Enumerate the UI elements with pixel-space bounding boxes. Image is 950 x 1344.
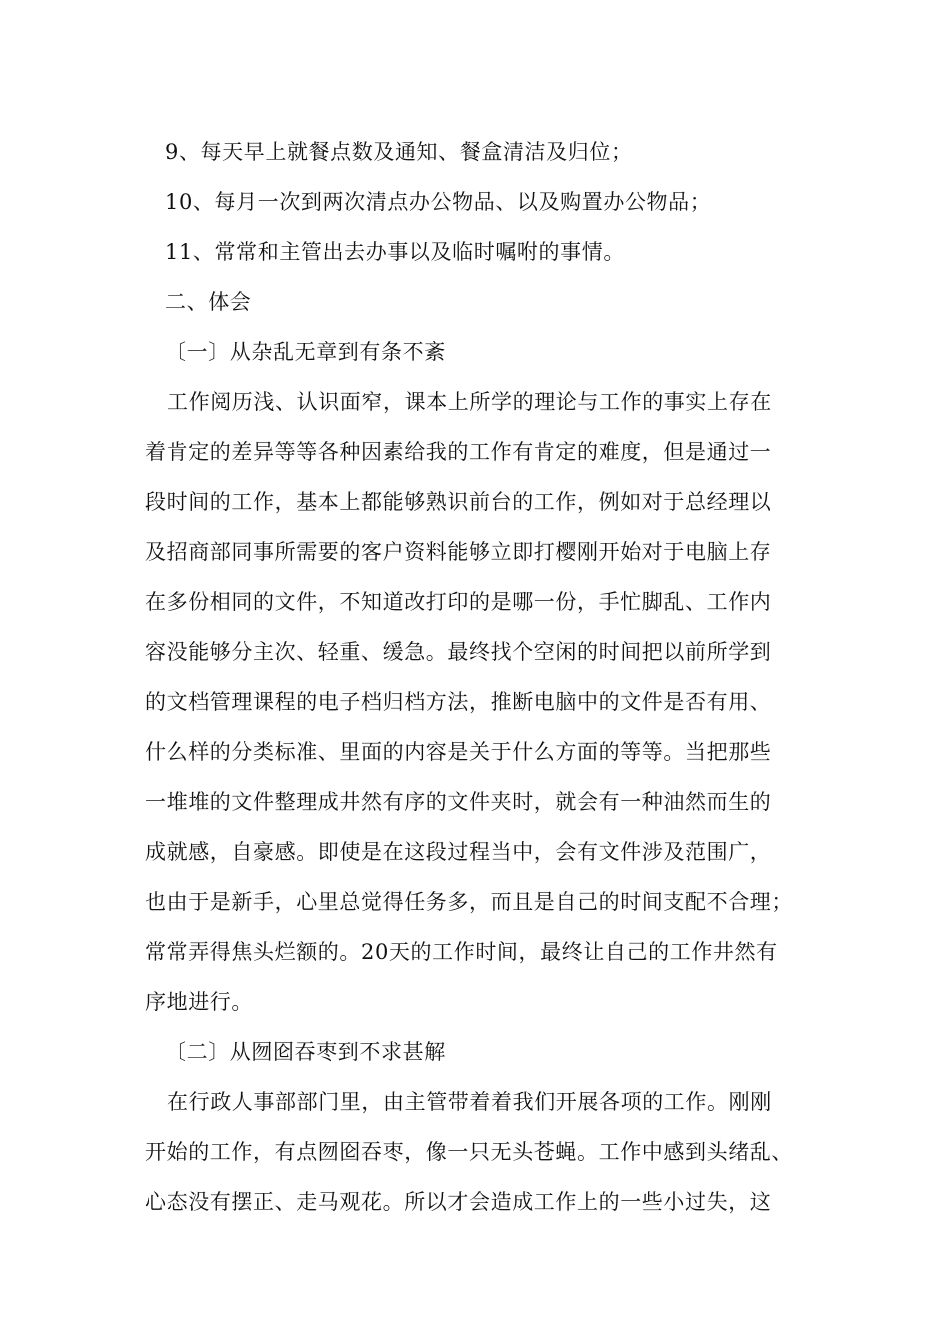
paragraph-1-line: 也由于是新手，心里总觉得任务多，而且是自己的时间支配不合理； bbox=[145, 890, 793, 914]
paragraph-1-line: 着肯定的差异等等各种因素给我的工作有肯定的难度，但是通过一 bbox=[145, 440, 772, 464]
paragraph-1-line: 在多份相同的文件，不知道改打印的是哪一份，手忙脚乱、工作内 bbox=[145, 590, 772, 614]
paragraph-1-line: 什么样的分类标准、里面的内容是关于什么方面的等等。当把那些 bbox=[145, 740, 772, 764]
paragraph-1-line: 段时间的工作，基本上都能够熟识前台的工作，例如对于总经理以 bbox=[145, 490, 772, 514]
subsection-2-title: 〔二〕从囫囵吞枣到不求甚解 bbox=[165, 1040, 446, 1064]
paragraph-1-line: 常常弄得焦头烂额的。20天的工作时间，最终让自己的工作井然有 bbox=[145, 940, 778, 964]
paragraph-1-line: 成就感，自豪感。即使是在这段过程当中，会有文件涉及范围广， bbox=[145, 840, 772, 864]
paragraph-2-line: 心态没有摆正、走马观花。所以才会造成工作上的一些小过失，这 bbox=[145, 1190, 772, 1214]
paragraph-1-line: 工作阅历浅、认识面窄，课本上所学的理论与工作的事实上存在 bbox=[167, 390, 772, 414]
list-item-10: 10、每月一次到两次清点办公物品、以及购置办公物品； bbox=[165, 190, 712, 214]
paragraph-1-line: 序地进行。 bbox=[145, 990, 253, 1014]
paragraph-2-line: 开始的工作，有点囫囵吞枣，像一只无头苍蝇。工作中感到头绪乱、 bbox=[145, 1140, 793, 1164]
list-item-9: 9、每天早上就餐点数及通知、餐盒清洁及归位； bbox=[165, 140, 633, 164]
subsection-1-title: 〔一〕从杂乱无章到有条不紊 bbox=[165, 340, 446, 364]
list-item-11: 11、常常和主管出去办事以及临时嘱咐的事情。 bbox=[165, 240, 625, 264]
section-heading: 二、体会 bbox=[165, 290, 252, 314]
paragraph-1-line: 一堆堆的文件整理成井然有序的文件夹时，就会有一种油然而生的 bbox=[145, 790, 772, 814]
paragraph-1-line: 的文档管理课程的电子档归档方法，推断电脑中的文件是否有用、 bbox=[145, 690, 772, 714]
paragraph-1-line: 容没能够分主次、轻重、缓急。最终找个空闲的时间把以前所学到 bbox=[145, 640, 772, 664]
paragraph-1-line: 及招商部同事所需要的客户资料能够立即打樱刚开始对于电脑上存 bbox=[145, 540, 772, 564]
paragraph-2-line: 在行政人事部部门里，由主管带着着我们开展各项的工作。刚刚 bbox=[167, 1090, 772, 1114]
